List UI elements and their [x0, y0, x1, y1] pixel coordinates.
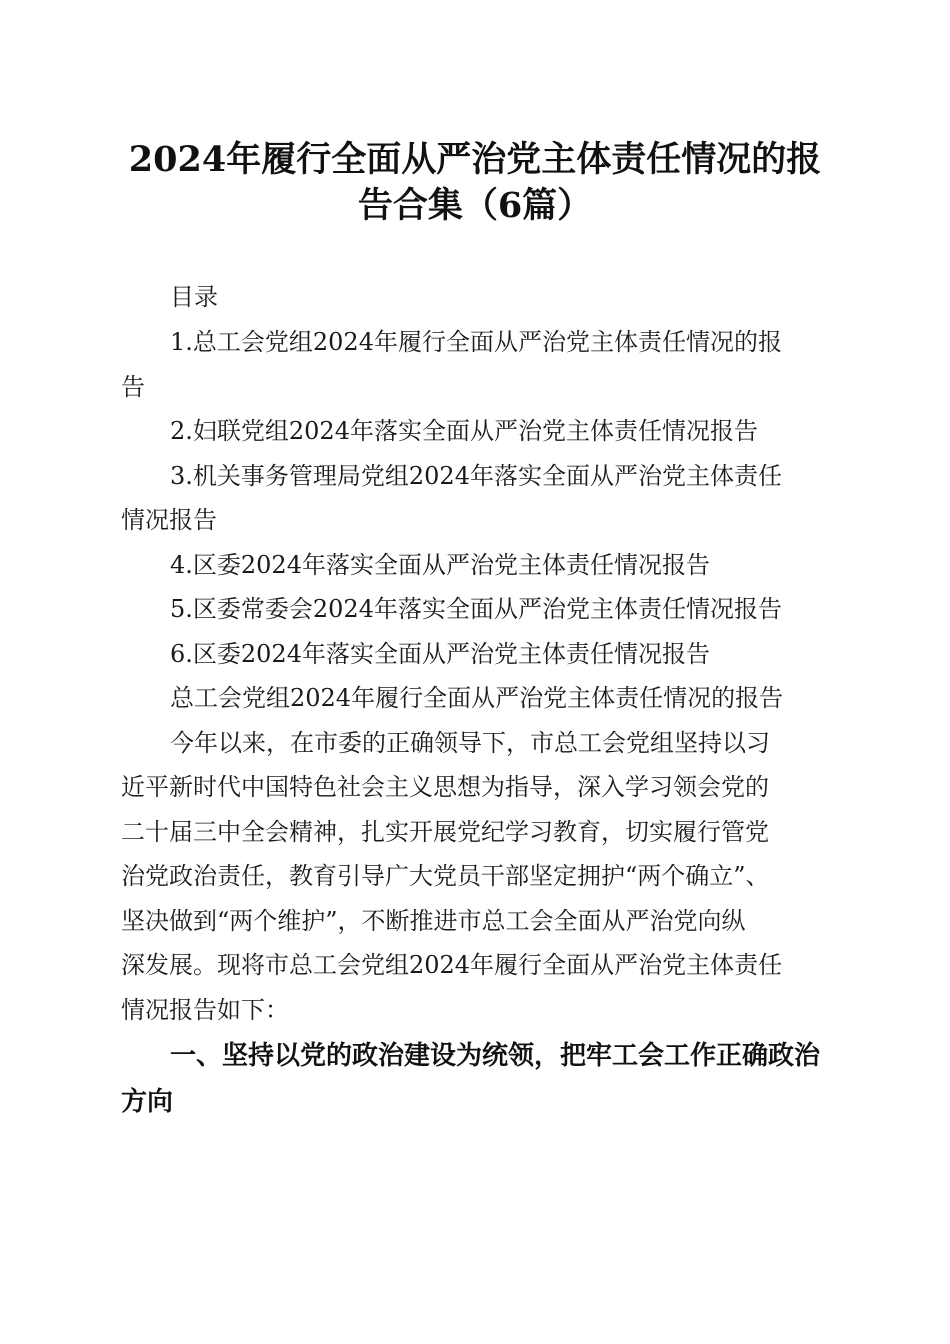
- toc-heading: 目录: [170, 283, 218, 311]
- toc-item-1-continued: 告: [121, 373, 145, 401]
- article-title: 总工会党组2024年履行全面从严治党主体责任情况的报告: [170, 684, 784, 712]
- section-heading-1: 一、坚持以党的政治建设为统领，把牢工会工作正确政治: [170, 1041, 821, 1071]
- section-heading-1-continued: 方向: [121, 1087, 174, 1117]
- toc-item-2: 2.妇联党组2024年落实全面从严治党主体责任情况报告: [170, 417, 758, 445]
- paragraph-line: 二十届三中全会精神，扎实开展党纪学习教育，切实履行管党: [121, 818, 769, 846]
- paragraph-line: 情况报告如下：: [121, 996, 289, 1024]
- toc-item-5: 5.区委常委会2024年落实全面从严治党主体责任情况报告: [170, 595, 782, 623]
- paragraph-line: 治党政治责任，教育引导广大党员干部坚定拥护“两个确立”、: [121, 862, 770, 890]
- toc-item-3-continued: 情况报告: [121, 506, 217, 534]
- paragraph-line: 深发展。现将市总工会党组2024年履行全面从严治党主体责任: [121, 951, 783, 979]
- paragraph-line: 今年以来，在市委的正确领导下，市总工会党组坚持以习: [170, 729, 770, 757]
- toc-item-1: 1.总工会党组2024年履行全面从严治党主体责任情况的报: [170, 328, 782, 356]
- toc-item-6: 6.区委2024年落实全面从严治党主体责任情况报告: [170, 640, 710, 668]
- paragraph-line: 近平新时代中国特色社会主义思想为指导，深入学习领会党的: [121, 773, 769, 801]
- paragraph-line: 坚决做到“两个维护”，不断推进市总工会全面从严治党向纵: [121, 907, 746, 935]
- document-title-line-1: 2024年履行全面从严治党主体责任情况的报: [128, 139, 822, 180]
- toc-item-4: 4.区委2024年落实全面从严治党主体责任情况报告: [170, 551, 710, 579]
- document-title-line-2: 告合集（6篇）: [357, 185, 593, 226]
- toc-item-3: 3.机关事务管理局党组2024年落实全面从严治党主体责任: [170, 462, 782, 490]
